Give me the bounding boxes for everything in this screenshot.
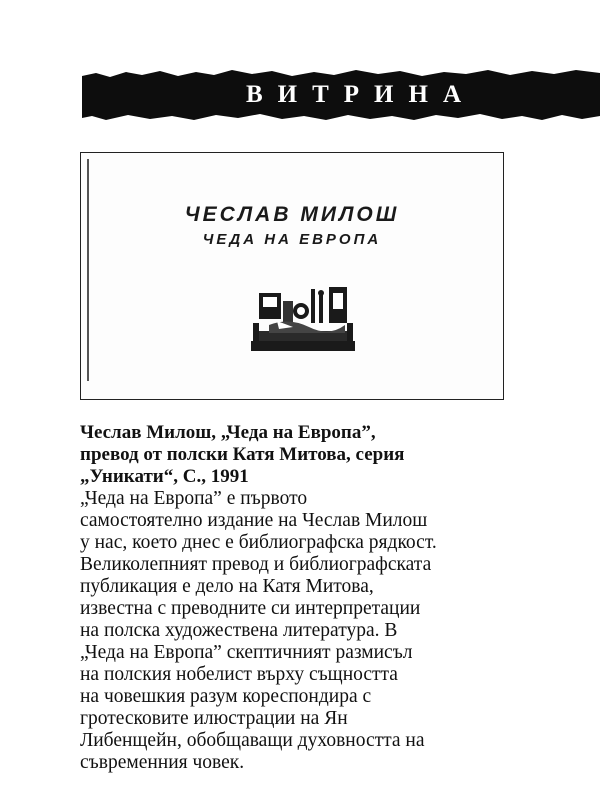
book-cover xyxy=(80,152,504,400)
body-line: гротесковите илюстрации на Ян xyxy=(80,708,348,729)
cover-author: ЧЕСЛАВ МИЛОШ xyxy=(184,203,400,226)
body-line: Великолепният превод и библиографската xyxy=(80,554,432,575)
caption-line: Чеслав Милош, „Чеда на Европа”, xyxy=(80,422,376,443)
caption-line: „Уникати“, С., 1991 xyxy=(80,466,249,487)
body-line: „Чеда на Европа” е първото xyxy=(80,488,308,509)
body-line: на полска художествена литература. В xyxy=(80,620,398,641)
banner-title: ВИТРИНА xyxy=(245,81,476,108)
body-line: публикация е дело на Катя Митова, xyxy=(80,576,374,597)
body-line: известна с преводните си интерпретации xyxy=(80,598,421,619)
body-line: „Чеда на Европа” скептичният размисъл xyxy=(80,642,413,663)
article-text xyxy=(80,422,598,774)
book-description xyxy=(80,488,598,774)
cover-title: ЧЕДА НА ЕВРОПА xyxy=(202,231,382,248)
body-line: у нас, което днес е библиографска рядкост. xyxy=(80,532,437,553)
book-caption xyxy=(80,422,598,488)
cover-spine-line xyxy=(87,159,89,381)
body-line: съвременния човек. xyxy=(80,752,245,773)
body-line: самостоятелно издание на Чеслав Милош xyxy=(80,510,428,531)
body-line: на човешкия разум кореспондира с xyxy=(80,686,372,707)
still-life-illustration-icon xyxy=(249,281,357,353)
body-line: на полския нобелист върху същността xyxy=(80,664,398,685)
body-line: Либенщейн, обобщаващи духовността на xyxy=(80,730,425,751)
section-banner xyxy=(82,68,600,122)
caption-line: превод от полски Катя Митова, серия xyxy=(80,444,405,465)
